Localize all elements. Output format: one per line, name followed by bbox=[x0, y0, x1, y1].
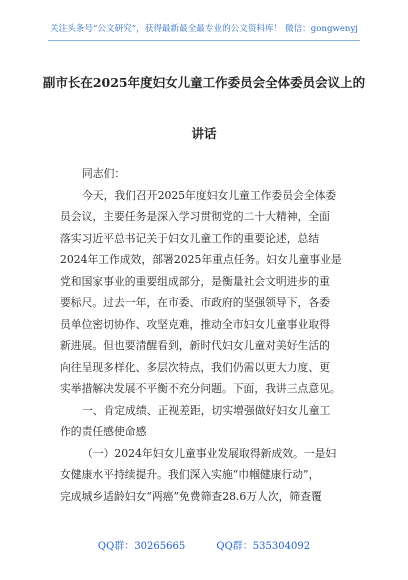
document-title: 副市长在2025年度妇女儿童工作委员会全体委员会议上的 bbox=[42, 75, 366, 90]
paragraph-line: 今天，我们召开2025年度妇女儿童工作委员会全体委 bbox=[82, 188, 337, 202]
paragraph-line: 女健康水平持续提升。我们深入实施“巾帼健康行动”， bbox=[60, 468, 320, 481]
footer-contact bbox=[0, 537, 408, 552]
paragraph-line: 员单位密切协作、攻坚克难，推动全市妇女儿童事业取得 bbox=[60, 317, 330, 331]
paragraph-line: 要标尺。过去一年，在市委、市政府的坚强领导下，各委 bbox=[60, 296, 330, 309]
section-heading: 一、肯定成绩、正视差距，切实增强做好妇女儿童工 bbox=[82, 403, 331, 417]
salutation: 同志们： bbox=[82, 167, 126, 180]
paragraph-line: 完成城乡适龄妇女“两癌”免费筛查28.6万人次，筛查覆 bbox=[60, 489, 322, 503]
paragraph-line: 2024年工作成效，部署2025年重点任务。妇女儿童事业是 bbox=[60, 253, 342, 266]
paragraph-line: 落实习近平总书记关于妇女儿童工作的重要论述，总结 bbox=[60, 231, 320, 245]
document-title-continued: 讲话 bbox=[191, 126, 217, 141]
section-heading-continued: 作的责任感使命感 bbox=[60, 425, 147, 438]
paragraph-line: 员会议，主要任务是深入学习贯彻党的二十大精神，全面 bbox=[60, 210, 330, 223]
paragraph-line: 新进展。但也要清醒看到，新时代妇女儿童对美好生活的 bbox=[60, 339, 330, 352]
paragraph-line: 党和国家事业的重要组成部分，是衡量社会文明进步的重 bbox=[60, 274, 330, 288]
document-body bbox=[60, 163, 350, 507]
paragraph-line: 向往呈现多样化、多层次特点，我们仍需以更大力度、更 bbox=[60, 360, 330, 374]
header-banner: 关注头条号“公文研究”，获得最新最全最专业的公文资料库！ 微信：gongwenyj bbox=[48, 22, 360, 41]
paragraph-line: 实举措解决发展不平衡不充分问题。下面，我讲三点意见。 bbox=[60, 382, 341, 395]
paragraph-line: （一）2024年妇女儿童事业发展取得新成效。一是妇 bbox=[82, 446, 337, 460]
qq-group-1: QQ群：30265665 bbox=[97, 541, 186, 552]
qq-group-2: QQ群：535304092 bbox=[216, 541, 311, 552]
